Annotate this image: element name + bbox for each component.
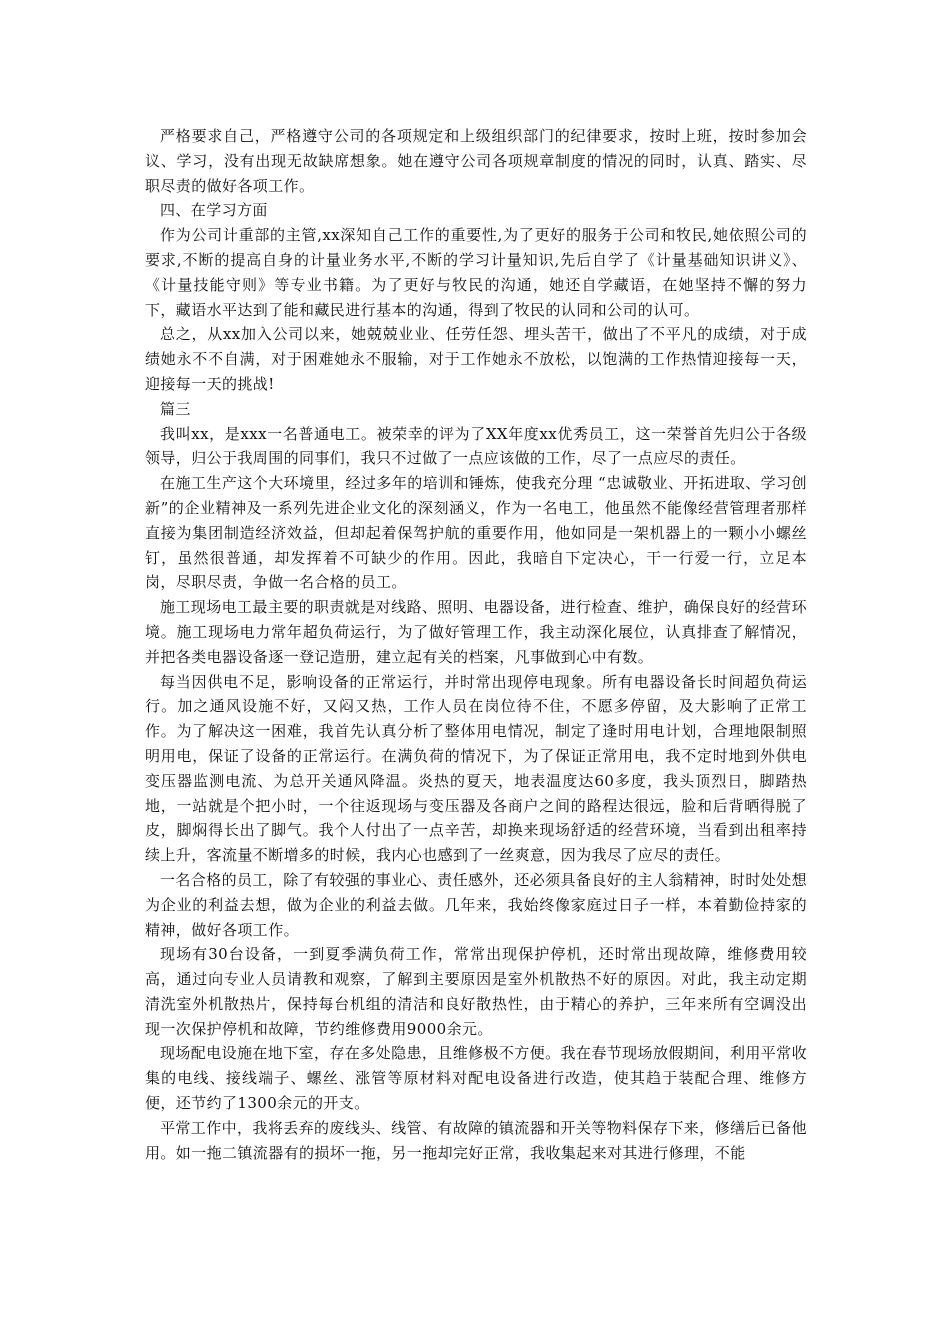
paragraph-summary: 总之，从xx加入公司以来，她兢兢业业、任劳任怨、埋头苦干，做出了不平凡的成绩，对于成绩她永不不自满，对于困难她永不服输，对于工作她永不放松，以饱满的工作热情迎接每一天，迎接每一天的挑战! [145, 325, 807, 393]
document-body [145, 124, 807, 1165]
section-heading-study: 四、在学习方面 [160, 201, 268, 220]
paragraph-study: 作为公司计重部的主管,xx深知自己工作的重要性,为了更好的服务于公司和牧民,她依照公司的要求,不断的提高自身的计量业务水平,不断的学习计量知识,先后自学了《计量基础知识讲义》、《计量技能守则》等专业书籍。为了更好与牧民的沟通，她还自学藏语，在她坚持不懈的努力下，藏语水平达到了能和藏民进行基本的沟通，得到了牧民的认同和公司的认可。 [145, 226, 807, 319]
paragraph-ownership: 一名合格的员工，除了有较强的事业心、责任感外，还必须具备良好的主人翁精神，时时处处想为企业的利益去想，做为企业的利益去做。几年来，我始终像家庭过日子一样，本着勤俭持家的精神，做好各项工作。 [145, 870, 807, 939]
paragraph-environment: 在施工生产这个大环境里，经过多年的培训和锤炼，使我充分理 “忠诚敬业、开拓进取、学习创新”的企业精神及一系列先进企业文化的深刻涵义，作为一名电工，他虽然不能像经营管理者那样直接为集团制造经济效益，但却起着保驾护航的重要作用，他如同是一架机器上的一颗小小螺丝钉，虽然很普通，却发挥着不可缺少的作用。因此，我暗自下定决心，干一行爱一行，立足本岗，尽职尽责，争做一名合格的员工。 [145, 474, 807, 592]
paragraph-distribution: 现场配电设施在地下室，存在多处隐患，且维修极不方便。我在春节现场放假期间，利用平常收集的电线、接线端子、螺丝、涨管等原材料对配电设备进行改造，使其趋于装配合理、维修方便，还节约了1300余元的开支。 [145, 1044, 807, 1113]
paragraph-discipline: 严格要求自己，严格遵守公司的各项规定和上级组织部门的纪律要求，按时上班，按时参加会议、学习，没有出现无故缺席想象。她在遵守公司各项规章制度的情况的同时，认真、踏实、尽职尽责的做好各项工作。 [145, 127, 807, 195]
paragraph-power-shortage: 每当因供电不足，影响设备的正常运行，并时常出现停电现象。所有电器设备长时间超负荷运行。加之通风设施不好，又闷又热，工作人员在岗位待不住，不愿多停留，及大影响了正常工作。为了解决这一困难，我首先认真分析了整体用电情况，制定了逢时用电计划，合理地限制照明用电，保证了设备的正常运行。在满负荷的情况下，为了保证正常用电，我不定时地到外供电变压器监测电流、为总开关通风降温。炎热的夏天，地表温度达60多度，我头顶烈日，脚踏热地，一站就是个把小时，一个往返现场与变压器及各商户之间的路程达很远，脸和后背晒得脱了皮，脚焖得长出了脚气。我个人付出了一点辛苦，却换来现场舒适的经营环境，当看到出租率持续上升，客流量不断增多的时候，我内心也感到了一丝爽意，因为我尽了应尽的责任。 [145, 672, 807, 865]
paragraph-duties: 施工现场电工最主要的职责就是对线路、照明、电器设备，进行检查、维护，确保良好的经营环境。施工现场电力常年超负荷运行，为了做好管理工作，我主动深化展位，认真排查了解情况，并把各类电器设备逐一登记造册，建立起有关的档案，凡事做到心中有数。 [145, 598, 807, 666]
paragraph-equipment: 现场有30台设备，一到夏季满负荷工作，常常出现保护停机，还时常出现故障，维修费用较高，通过向专业人员请教和观察，了解到主要原因是室外机散热不好的原因。对此，我主动定期清洗室外机散热片，保持每台机组的清洁和良好散热性，由于精心的养护，三年来所有空调没出现一次保护停机和故障，节约维修费用9000余元。 [145, 945, 807, 1038]
paragraph-intro: 我叫xx，是xxx一名普通电工。被荣幸的评为了XX年度xx优秀员工，这一荣誉首先归公于各级领导，归公于我周围的同事们，我只不过做了一点应该做的工作，尽了一点应尽的责任。 [145, 424, 807, 468]
paragraph-recycling: 平常工作中，我将丢弃的废线头、线管、有故障的镇流器和开关等物料保存下来，修缮后已备他用。如一拖二镇流器有的损坏一拖，另一拖却完好正常，我收集起来对其进行修理，不能 [145, 1118, 807, 1162]
section-heading-part-three: 篇三 [160, 399, 191, 418]
